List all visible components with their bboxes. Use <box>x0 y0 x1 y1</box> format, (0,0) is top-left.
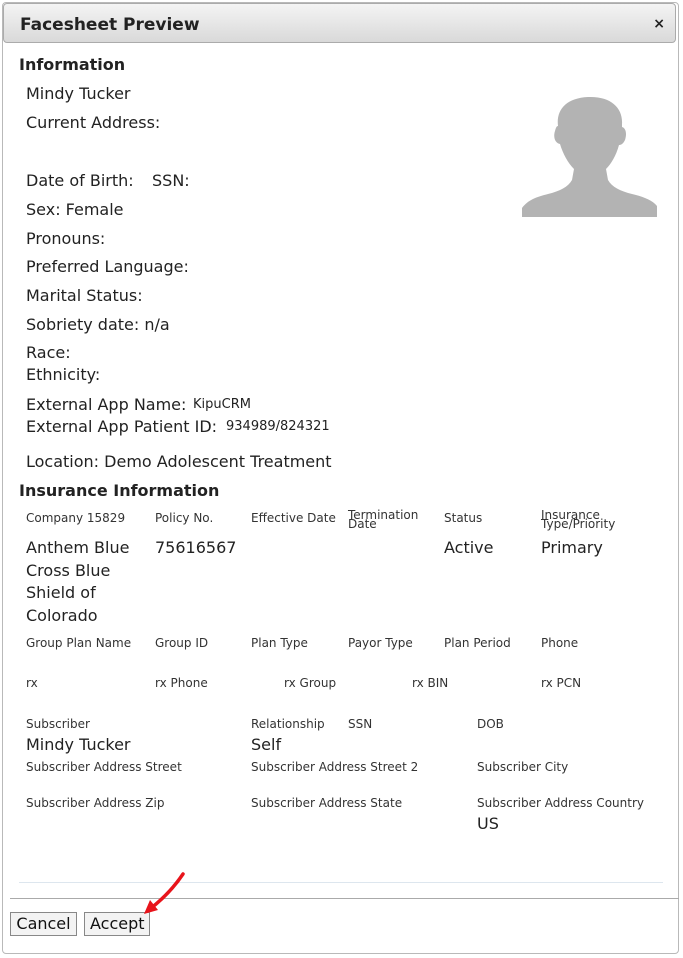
preferred-language-field: Preferred Language: <box>26 257 189 276</box>
group-plan-name-label: Group Plan Name <box>26 636 132 650</box>
ssn-label: SSN: <box>152 171 190 190</box>
sobriety-date-field: Sobriety date: n/a <box>26 315 170 334</box>
cancel-button[interactable]: Cancel <box>10 912 77 936</box>
marital-status-field: Marital Status: <box>26 286 143 305</box>
subscriber-address-zip-label: Subscriber Address Zip <box>26 796 165 810</box>
subscriber-dob-label: DOB <box>477 717 504 731</box>
subscriber-address-state-label: Subscriber Address State <box>251 796 403 810</box>
rx-bin-label: rx BIN <box>412 676 449 690</box>
relationship-value: Self <box>251 735 282 754</box>
insurance-heading: Insurance Information <box>19 481 220 500</box>
pronouns-field: Pronouns: <box>26 229 106 248</box>
red-arrow-icon <box>140 870 190 920</box>
subscriber-address-street2-label: Subscriber Address Street 2 <box>251 760 419 774</box>
subscriber-address-country-label: Subscriber Address Country <box>477 796 644 810</box>
plan-period-label: Plan Period <box>444 636 511 650</box>
group-id-label: Group ID <box>155 636 209 650</box>
rx-phone-label: rx Phone <box>155 676 208 690</box>
payor-type-label: Payor Type <box>348 636 413 650</box>
avatar <box>522 96 657 217</box>
person-silhouette-icon <box>522 96 657 217</box>
external-app-name-label: External App Name: <box>26 395 187 414</box>
rx-pcn-label: rx PCN <box>541 676 582 690</box>
dialog-titlebar <box>3 3 676 43</box>
policy-label: Policy No. <box>155 511 214 525</box>
termination-date-label: Termination Date <box>348 508 419 531</box>
policy-value: 75616567 <box>155 538 237 557</box>
subscriber-ssn-label: SSN <box>348 717 373 731</box>
information-heading: Information <box>19 55 126 74</box>
patient-name: Mindy Tucker <box>26 84 131 103</box>
status-value: Active <box>444 538 494 557</box>
phone-label: Phone <box>541 636 579 650</box>
ethnicity-field: Ethnicity: <box>26 365 101 384</box>
subscriber-value: Mindy Tucker <box>26 735 131 754</box>
sex-field: Sex: Female <box>26 200 124 219</box>
subscriber-label: Subscriber <box>26 717 90 731</box>
insurance-type-priority-value: Primary <box>541 538 603 557</box>
subscriber-address-street-label: Subscriber Address Street <box>26 760 182 774</box>
status-label: Status <box>444 511 483 525</box>
subscriber-city-label: Subscriber City <box>477 760 569 774</box>
rx-label: rx <box>26 676 38 690</box>
subscriber-address-country-value: US <box>477 814 499 833</box>
location-field: Location: Demo Adolescent Treatment <box>26 452 332 471</box>
current-address-label: Current Address: <box>26 113 161 132</box>
effective-date-label: Effective Date <box>251 511 336 525</box>
external-app-name-value: KipuCRM <box>193 397 251 412</box>
close-icon[interactable]: × <box>653 16 665 32</box>
external-app-patient-id-value: 934989/824321 <box>226 419 330 434</box>
plan-type-label: Plan Type <box>251 636 308 650</box>
content-divider <box>19 882 663 883</box>
insurance-type-priority-label: Insurance Type/Priority <box>541 508 616 531</box>
dialog-title: Facesheet Preview <box>20 15 200 35</box>
company-label: Company 15829 <box>26 511 126 525</box>
dob-label: Date of Birth: <box>26 171 134 190</box>
relationship-label: Relationship <box>251 717 325 731</box>
rx-group-label: rx Group <box>284 676 337 690</box>
race-field: Race: <box>26 343 71 362</box>
accept-button[interactable]: Accept <box>84 912 150 936</box>
company-value: Anthem Blue Cross Blue Shield of Colorado <box>26 538 130 625</box>
external-app-patient-id-label: External App Patient ID: <box>26 417 218 436</box>
footer-divider <box>10 898 679 899</box>
